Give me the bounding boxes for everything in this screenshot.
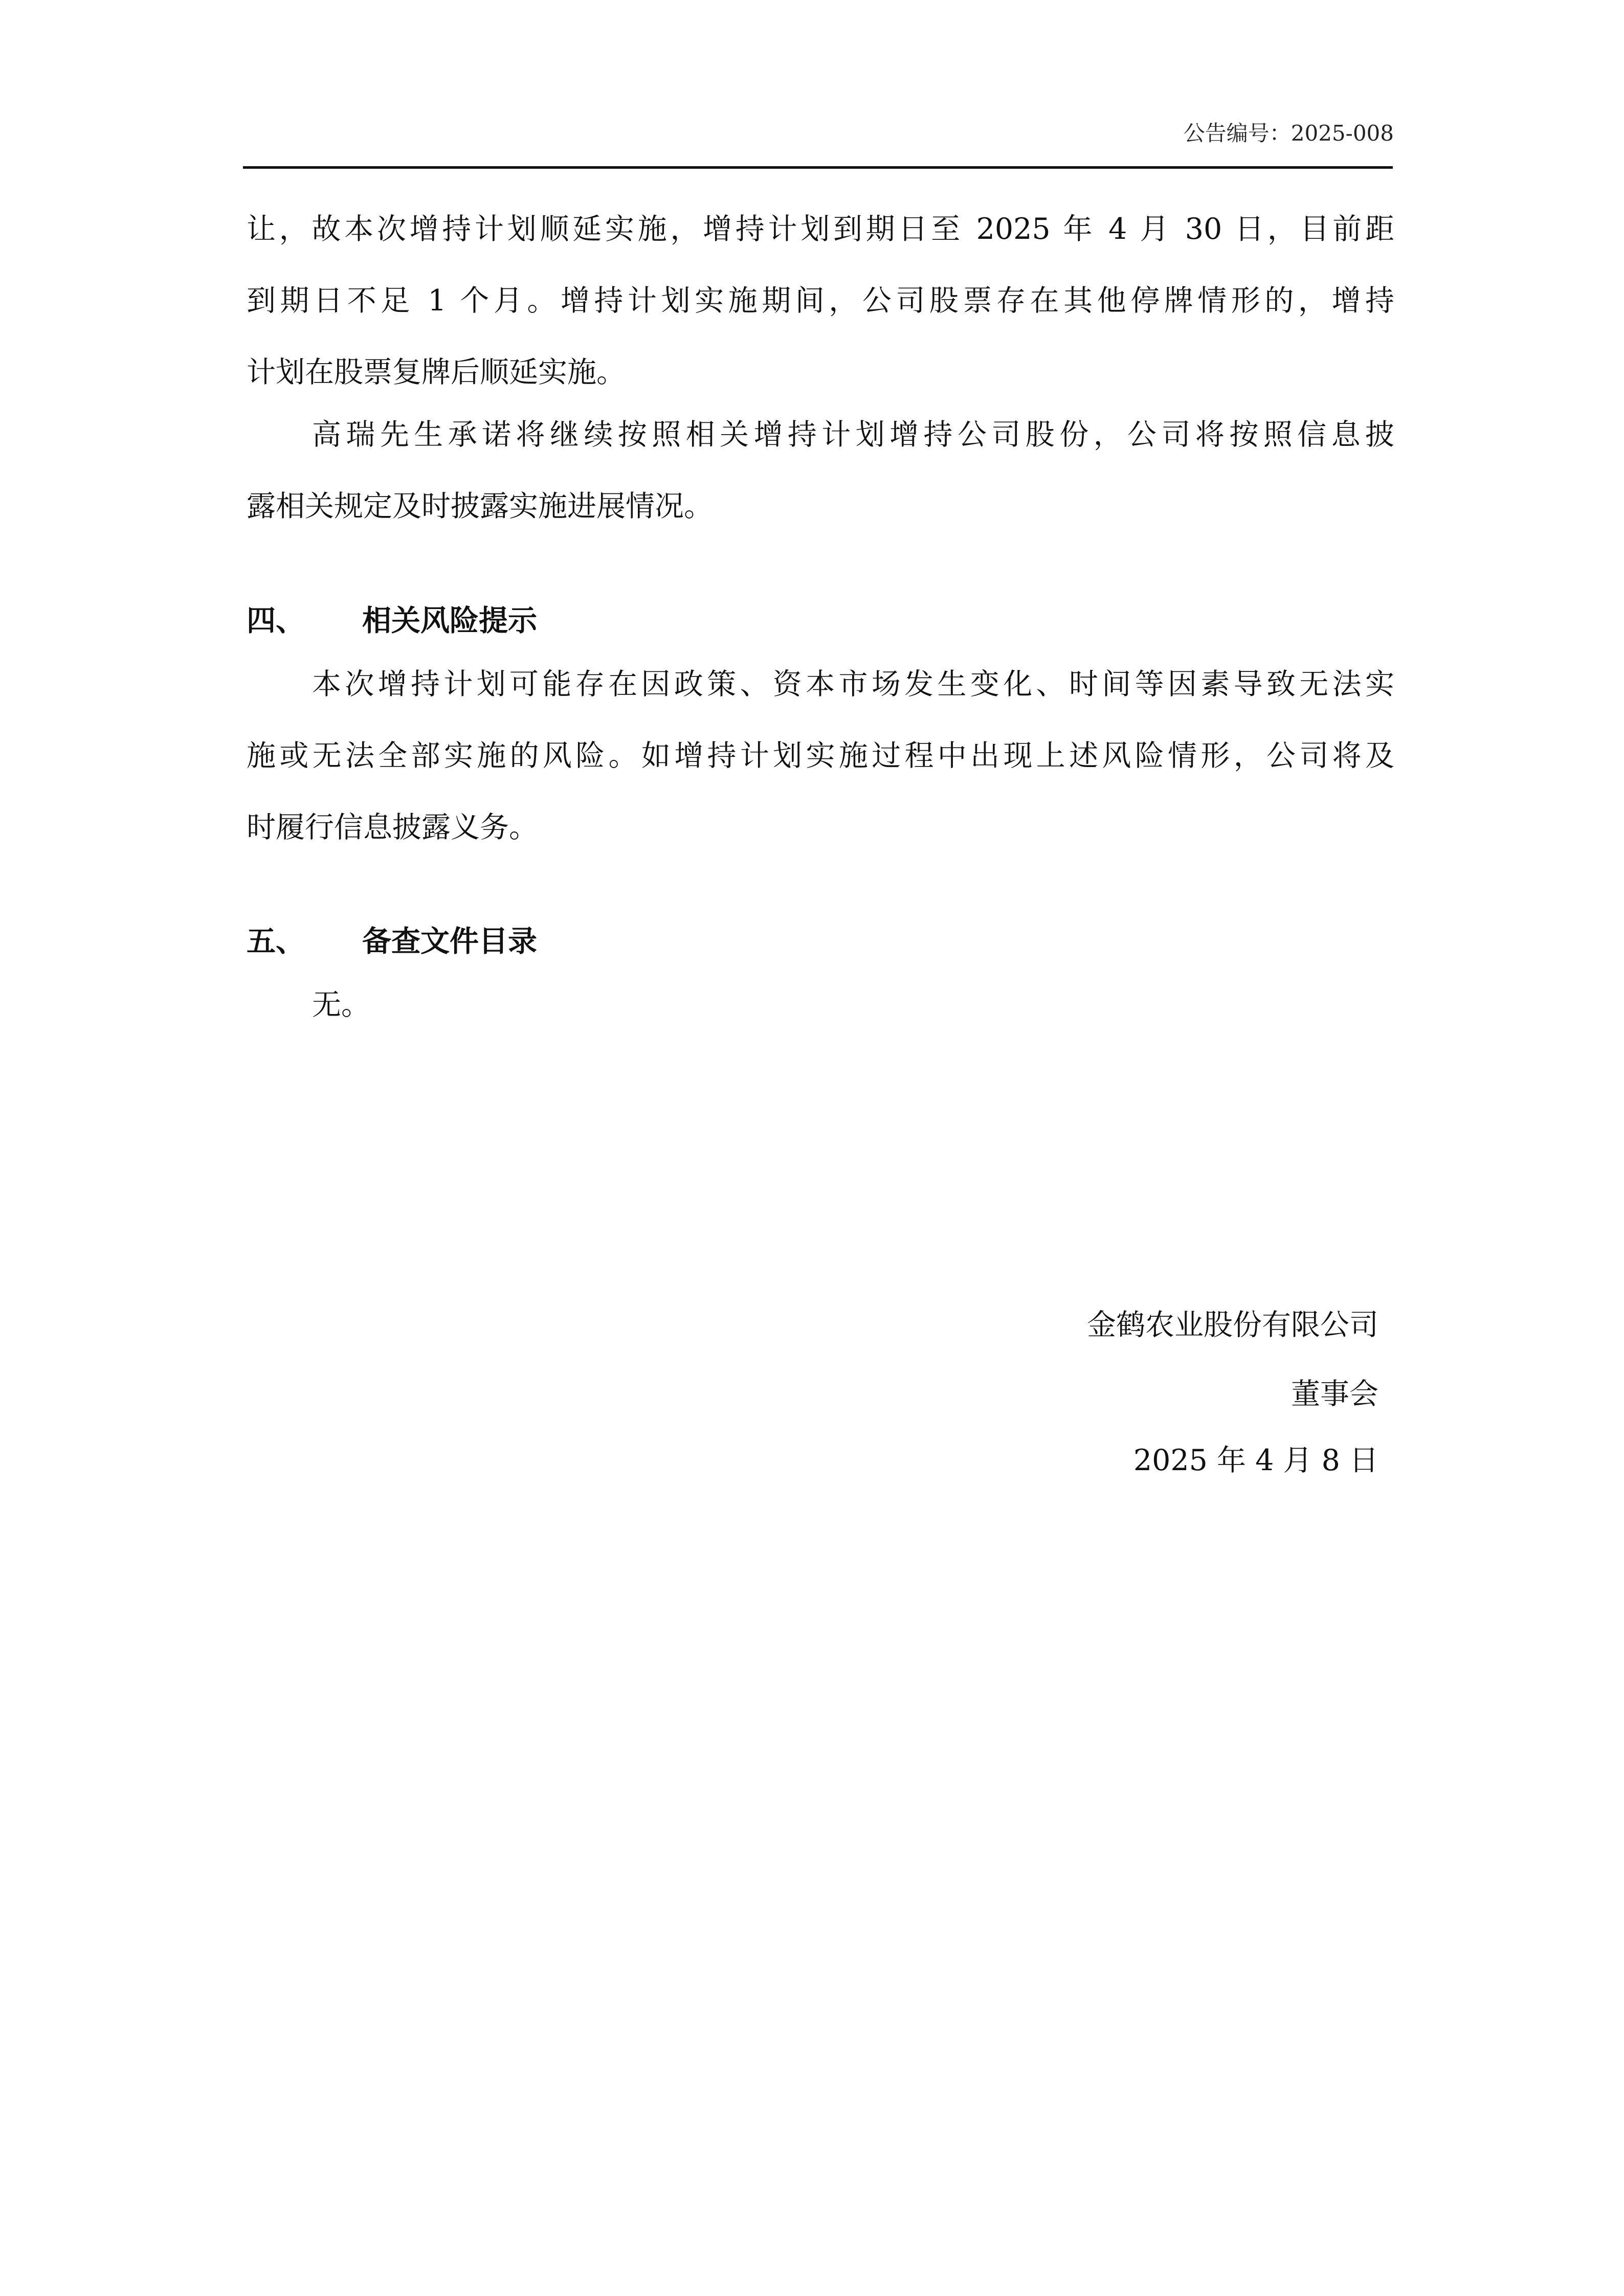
section-title: 备查文件目录 (362, 925, 537, 958)
paragraph-line: 施或无法全部实施的风险。如增持计划实施过程中出现上述风险情形，公司将及 (247, 739, 1394, 773)
signature-date: 2025 年 4 月 8 日 (1133, 1444, 1378, 1477)
paragraph-line: 让，故本次增持计划顺延实施，增持计划到期日至 2025 年 4 月 30 日，目前距 (247, 212, 1394, 246)
paragraph-line: 高瑞先生承诺将继续按照相关增持计划增持公司股份，公司将按照信息披 (312, 418, 1394, 452)
section-heading-documents (247, 918, 537, 960)
paragraph-line: 露相关规定及时披露实施进展情况。 (247, 489, 713, 523)
section-body-risk (247, 648, 1394, 863)
paragraph-line: 无。 (312, 988, 370, 1022)
paragraph-continuation (247, 193, 1394, 408)
section-number: 四、 (247, 604, 305, 638)
announcement-code: 公告编号：2025-008 (1183, 121, 1394, 146)
paragraph-line: 到期日不足 1 个月。增持计划实施期间，公司股票存在其他停牌情形的，增持 (247, 284, 1394, 318)
section-title: 相关风险提示 (362, 604, 537, 638)
paragraph-line: 本次增持计划可能存在因政策、资本市场发生变化、时间等因素导致无法实 (312, 667, 1394, 701)
section-heading-risk (247, 597, 537, 639)
paragraph-commitment (247, 399, 1394, 542)
paragraph-line: 时履行信息披露义务。 (247, 811, 538, 844)
section-number: 五、 (247, 925, 305, 958)
section-body-documents (247, 969, 1394, 1041)
header-divider (243, 166, 1393, 169)
signature-board: 董事会 (1291, 1377, 1378, 1411)
signature-company: 金鹤农业股份有限公司 (1087, 1308, 1378, 1342)
paragraph-line: 计划在股票复牌后顺延实施。 (247, 355, 626, 389)
